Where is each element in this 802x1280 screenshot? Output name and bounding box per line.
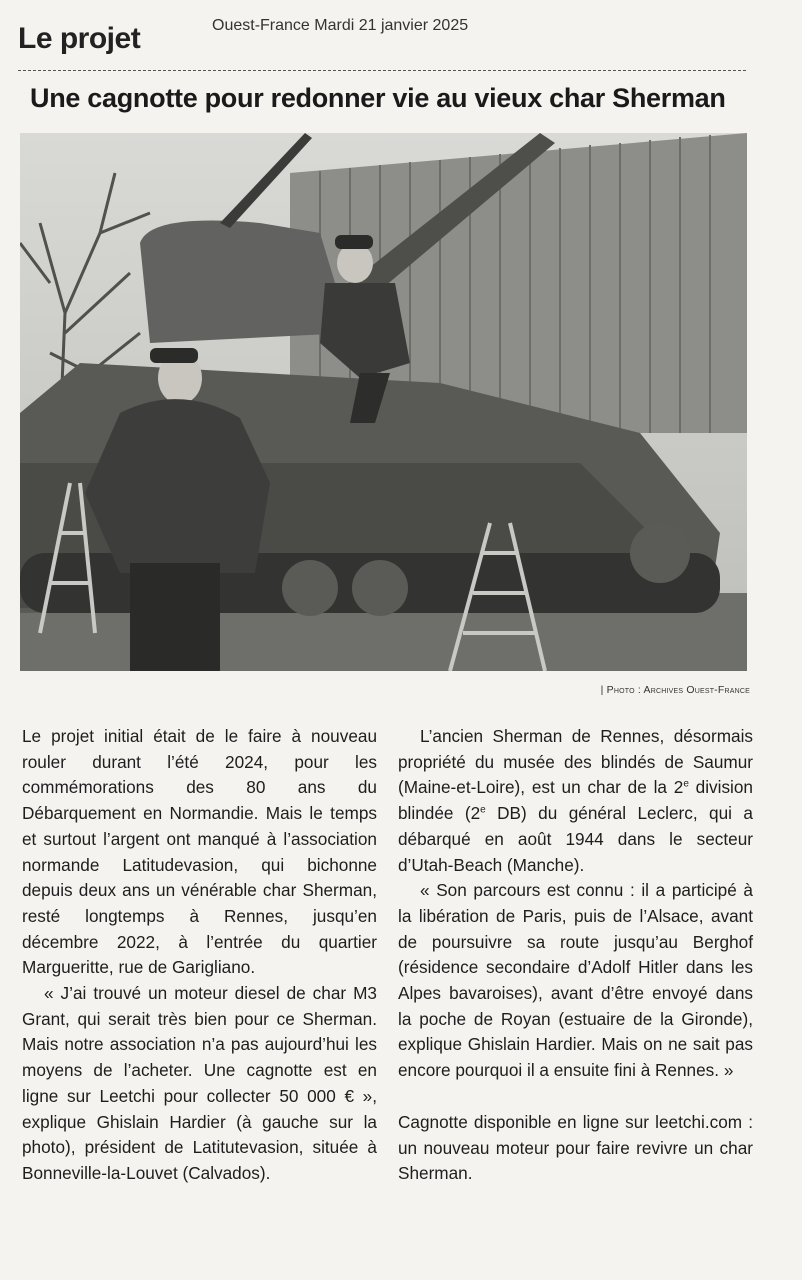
ordinal-suffix: e bbox=[480, 804, 486, 816]
paragraph bbox=[398, 724, 753, 878]
article-headline: Une cagnotte pour redonner vie au vieux char Sherman bbox=[30, 83, 726, 113]
paragraph: Cagnotte disponible en ligne sur leetchi.com : un nouveau moteur pour faire revivre un char Sherman. bbox=[398, 1111, 753, 1184]
section-rubric: Le projet bbox=[18, 22, 141, 55]
paragraph: Le projet initial était de le faire à nouveau rouler durant l’été 2024, pour les commémorations des 80 ans du Débarquement en Normandie. Mais le temps et surtout l’argent ont manqué à l’association normande Latitudevasion, qui bichonne depuis deux ans un vénérable char Sherman, resté longtemps à Rennes, jusqu’en décembre 2022, à l’entrée du quartier Margueritte, rue de Garigliano. bbox=[22, 726, 377, 978]
ordinal-suffix: e bbox=[683, 778, 689, 790]
paragraph: « Son parcours est connu : il a participé à la libération de Paris, puis de l’Alsace, avant de poursuivre sa route jusqu’au Berghof (résidence secondaire d’Adolf Hitler dans les Alpes bavaroises), avant d’être envoyé dans la poche de Royan (estuaire de la Gironde), explique Ghislain Hardier. Mais on ne sait pas encore pourquoi il a ensuite fini à Rennes. » bbox=[398, 880, 753, 1081]
text-run: DB) du général Leclerc, qui a débarqué en août 1944 dans le secteur d’Utah-Beach (Manche). bbox=[398, 803, 753, 875]
header-divider bbox=[18, 70, 746, 71]
newspaper-dateline: Ouest-France Mardi 21 janvier 2025 bbox=[212, 17, 469, 34]
sherman-tank-photo bbox=[20, 133, 747, 671]
text-run: division blindée (2 bbox=[398, 777, 753, 824]
article-column-right bbox=[398, 724, 753, 1187]
article-column-left bbox=[22, 724, 377, 1187]
paragraph: « J’ai trouvé un moteur diesel de char M3 Grant, qui serait très bien pour ce Sherman. Mais notre association n’a pas aujourd’hui les moyens de l’acheter. Une cagnotte est en ligne sur Leetchi pour collecter 50 000 € », explique Ghislain Hardier (à gauche sur la photo), président de Latitutevasion, située à Bonneville-la-Louvet (Calvados). bbox=[22, 983, 377, 1183]
text-run: L’ancien Sherman de Rennes, désormais propriété du musée des blindés de Saumur (Maine-et-Loire), est un char de la 2 bbox=[398, 726, 753, 798]
photo-credit: | Photo : Archives Ouest-France bbox=[600, 684, 750, 696]
